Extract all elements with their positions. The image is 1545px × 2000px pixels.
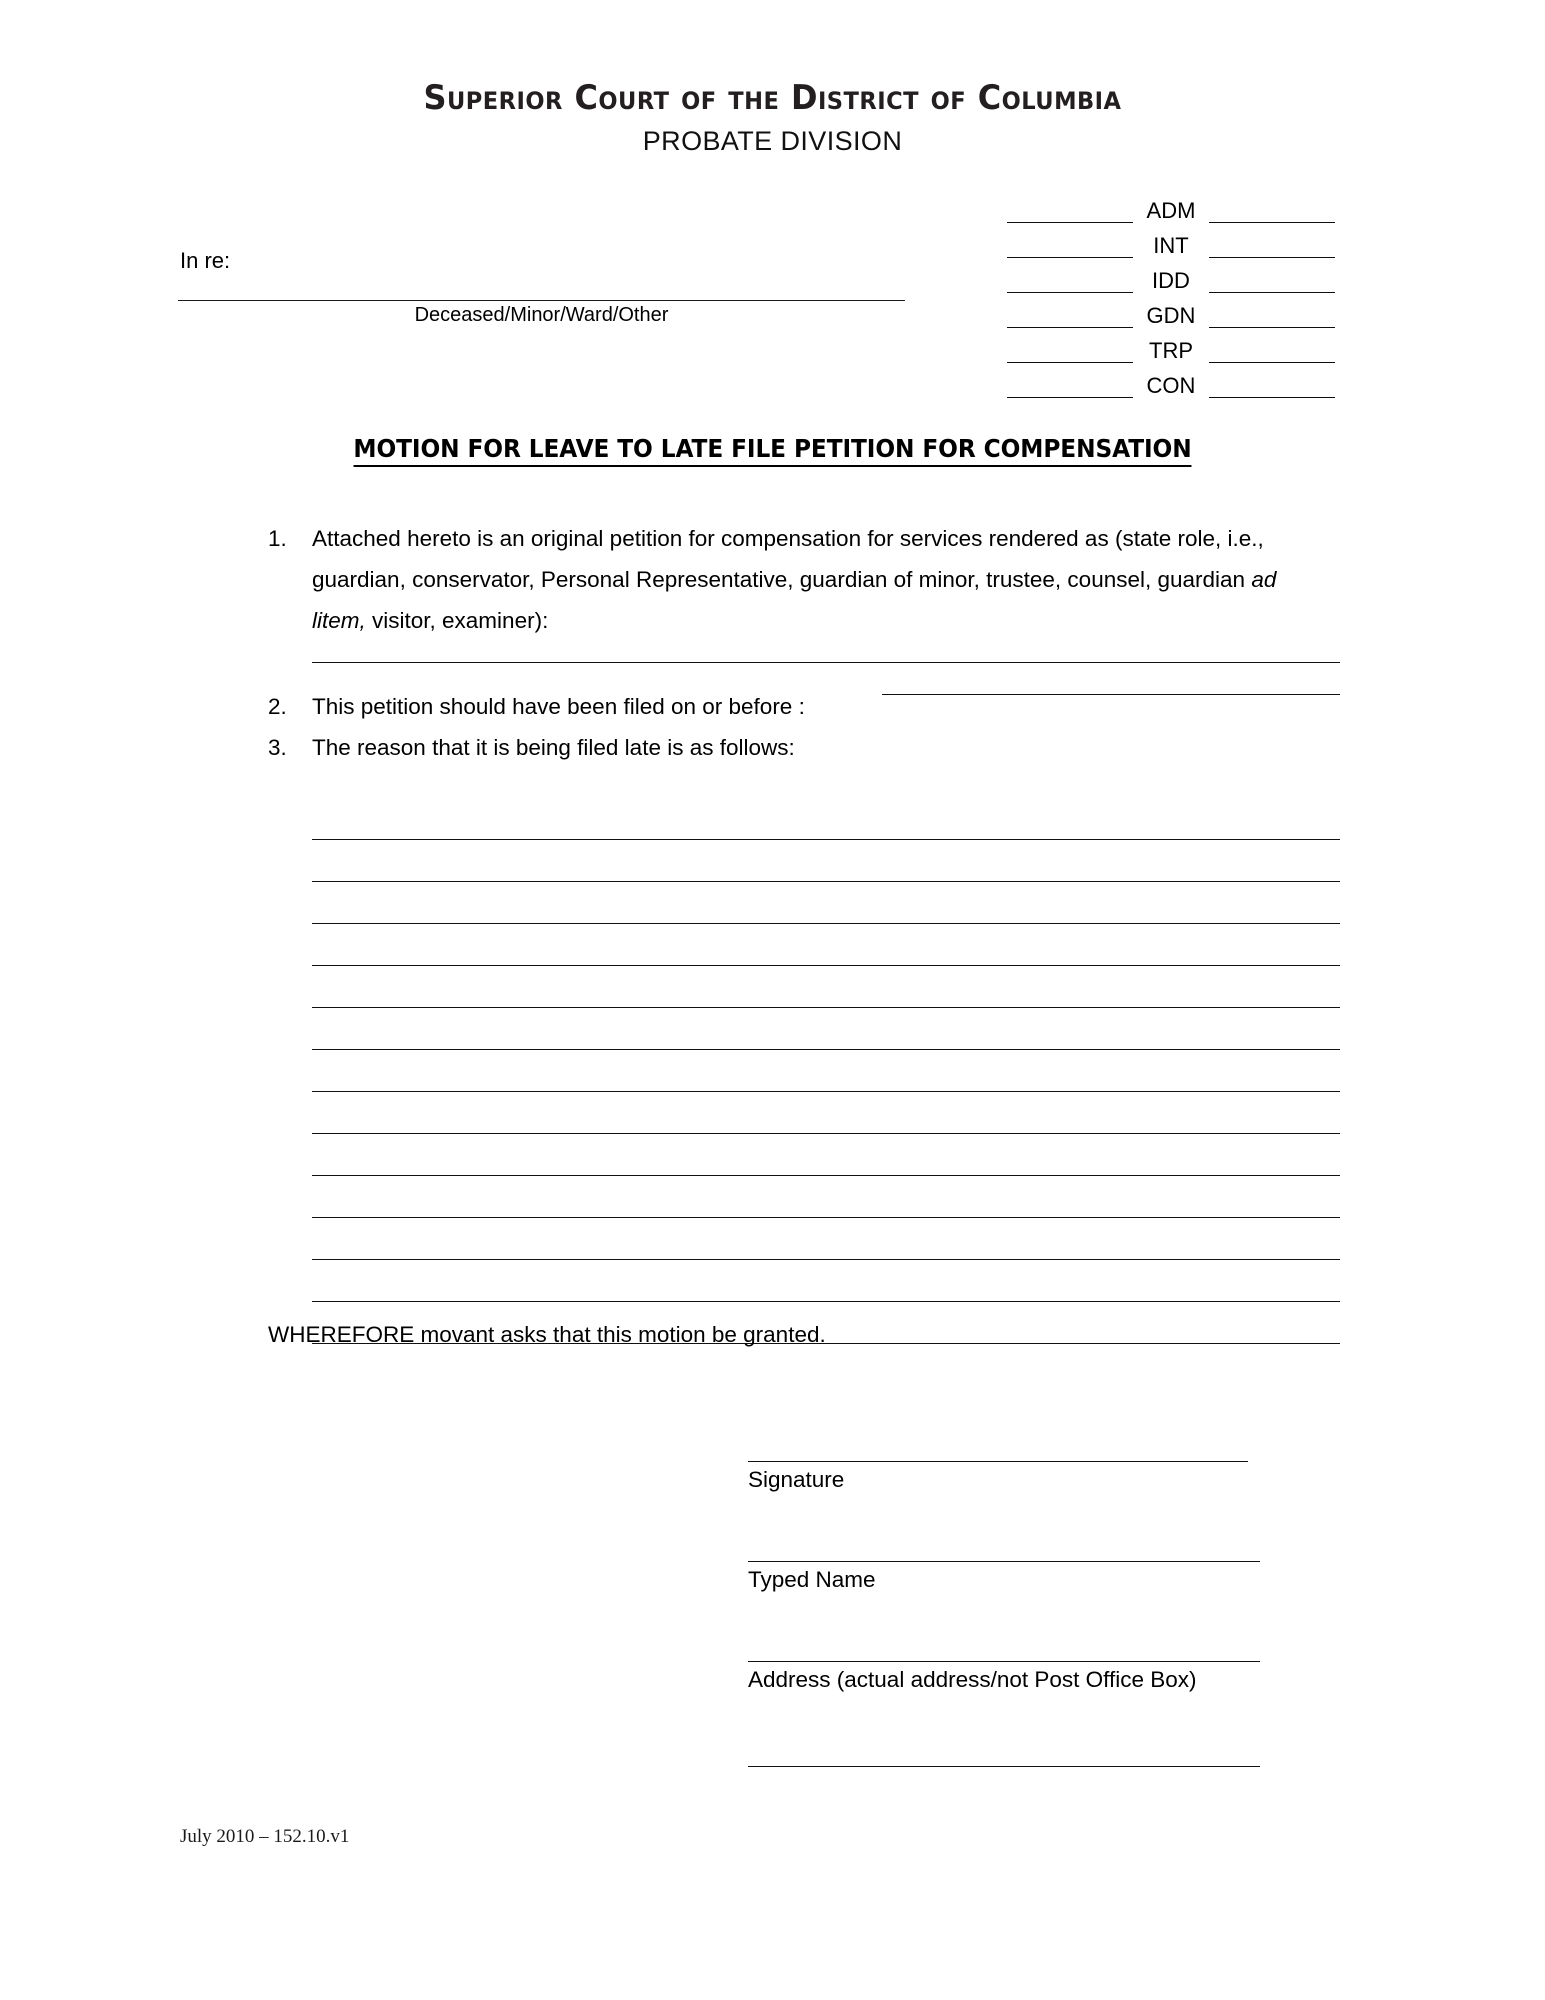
typed-name-spacer xyxy=(748,1495,1260,1561)
case-code-left-field[interactable] xyxy=(1007,200,1133,223)
case-code-label-adm: ADM xyxy=(1146,198,1196,223)
case-code-right-field[interactable] xyxy=(1209,305,1335,328)
typed-name-group xyxy=(748,1561,1260,1595)
answer-line[interactable] xyxy=(312,840,1340,882)
case-code-row xyxy=(985,328,1335,363)
case-code-left-field[interactable] xyxy=(1007,270,1133,293)
in-re-caption: Deceased/Minor/Ward/Other xyxy=(414,304,669,326)
answer-line[interactable] xyxy=(312,924,1340,966)
court-title: Superior Court of the District of Columbia xyxy=(423,78,1122,118)
address-label: Address (actual address/not Post Office Box) xyxy=(748,1667,1197,1692)
answer-line[interactable] xyxy=(312,1176,1340,1218)
case-code-label-gdn: GDN xyxy=(1146,303,1196,328)
item-3-number: 3. xyxy=(268,735,287,760)
item-1-number: 1. xyxy=(268,526,287,551)
wherefore-statement: WHEREFORE movant asks that this motion be granted. xyxy=(268,1322,826,1347)
item-2-number: 2. xyxy=(268,694,287,719)
answer-line[interactable] xyxy=(312,966,1340,1008)
in-re-label: In re: xyxy=(180,248,231,273)
signature-group xyxy=(748,1461,1260,1495)
answer-line[interactable] xyxy=(312,798,1340,840)
item-1-text-part2: visitor, examiner): xyxy=(365,608,549,633)
case-code-block xyxy=(985,188,1335,398)
case-code-label-con: CON xyxy=(1146,373,1196,398)
address-spacer xyxy=(748,1595,1260,1661)
item-1-text xyxy=(312,518,1332,641)
signature-label: Signature xyxy=(748,1467,845,1492)
case-code-right-field[interactable] xyxy=(1209,375,1335,398)
answer-line[interactable] xyxy=(312,1050,1340,1092)
item-2-date-field[interactable] xyxy=(882,694,1340,695)
case-code-left-field[interactable] xyxy=(1007,375,1133,398)
item-1-text-part1: Attached hereto is an original petition for compensation for services rendered as (state role, i.e., guardian, conservator, Personal Representative, guardian of minor, trustee, counsel, guardian xyxy=(312,526,1264,592)
case-code-row xyxy=(985,258,1335,293)
case-code-right-field[interactable] xyxy=(1209,270,1335,293)
numbered-item-3 xyxy=(268,727,1338,768)
case-code-left-field[interactable] xyxy=(1007,340,1133,363)
item-1-text-italic: ad litem, xyxy=(312,567,1277,633)
item-3-text: The reason that it is being filed late is as follows: xyxy=(312,735,795,760)
case-code-row xyxy=(985,293,1335,328)
in-re-fill-line[interactable] xyxy=(178,300,905,301)
typed-name-label: Typed Name xyxy=(748,1567,876,1592)
answer-line[interactable] xyxy=(312,1260,1340,1302)
answer-line[interactable] xyxy=(312,882,1340,924)
case-code-row xyxy=(985,363,1335,398)
motion-title xyxy=(54,434,1491,463)
answer-line[interactable] xyxy=(312,1008,1340,1050)
case-code-right-field[interactable] xyxy=(1209,340,1335,363)
reason-answer-lines xyxy=(312,798,1340,1344)
answer-line[interactable] xyxy=(312,1134,1340,1176)
case-code-label-trp: TRP xyxy=(1149,338,1193,363)
signature-spacer xyxy=(748,1384,1260,1461)
case-code-left-field[interactable] xyxy=(1007,235,1133,258)
numbered-item-2 xyxy=(268,686,1338,727)
form-revision-footer: July 2010 – 152.10.v1 xyxy=(180,1826,350,1847)
case-code-right-field[interactable] xyxy=(1209,235,1335,258)
address-field-line2[interactable] xyxy=(748,1766,1260,1767)
case-code-left-field[interactable] xyxy=(1007,305,1133,328)
motion-title-text: MOTION FOR LEAVE TO LATE FILE PETITION FOR COMPENSATION xyxy=(353,434,1191,467)
case-code-label-int: INT xyxy=(1153,233,1189,258)
answer-line[interactable] xyxy=(312,1218,1340,1260)
answer-line[interactable] xyxy=(312,1092,1340,1134)
address-group xyxy=(748,1661,1260,1695)
case-code-right-field[interactable] xyxy=(1209,200,1335,223)
item-1-fill-line[interactable] xyxy=(312,662,1340,663)
numbered-item-1 xyxy=(268,518,1328,641)
division-subtitle: PROBATE DIVISION xyxy=(642,126,903,156)
case-code-label-idd: IDD xyxy=(1152,268,1190,293)
item-2-text: This petition should have been filed on or before : xyxy=(312,694,805,719)
case-code-row xyxy=(985,223,1335,258)
address-line2-spacer xyxy=(748,1695,1260,1766)
signature-block xyxy=(748,1384,1260,1767)
case-code-row xyxy=(985,188,1335,223)
address-line2-group xyxy=(748,1766,1260,1767)
